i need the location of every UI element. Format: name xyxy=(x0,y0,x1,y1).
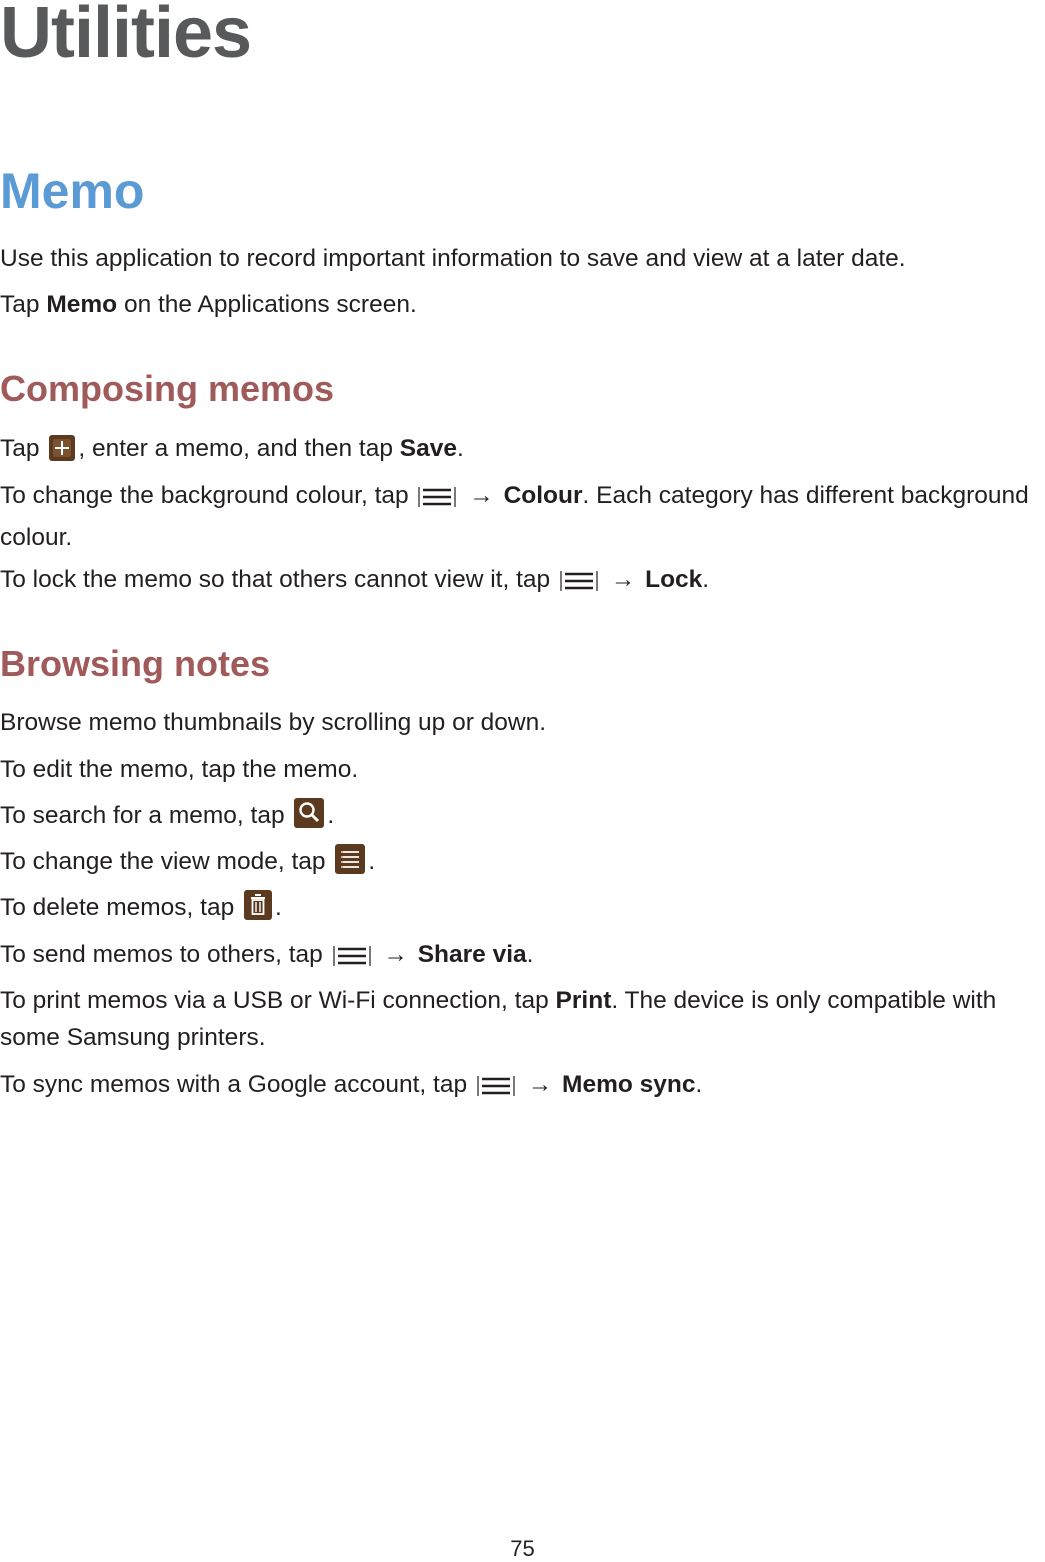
composing-heading: Composing memos xyxy=(0,368,335,409)
browsing-p6: To send memos to others, tap → Share via. xyxy=(0,936,1045,978)
composing-p2: To change the background colour, tap → Colour. Each category has different background colour. xyxy=(0,482,1029,551)
intro-paragraph: Use this application to record important information to save and view at a later date. xyxy=(0,245,906,272)
browsing-p5: To delete memos, tap . xyxy=(0,889,1045,931)
browsing-p7: To print memos via a USB or Wi-Fi connection, tap Print. The device is only compatible with some Samsung printers. xyxy=(0,987,997,1051)
search-icon xyxy=(294,798,324,839)
menu-icon xyxy=(560,566,598,603)
page-number: 75 xyxy=(510,1536,535,1561)
composing-p3: To lock the memo so that others cannot view it, tap → Lock. xyxy=(0,561,1045,603)
browsing-p1: Browse memo thumbnails by scrolling up or down. xyxy=(0,709,547,736)
browsing-p2: To edit the memo, tap the memo. xyxy=(0,756,359,783)
add-icon xyxy=(49,435,75,472)
delete-icon xyxy=(244,890,272,931)
browsing-heading: Browsing notes xyxy=(0,643,271,684)
menu-icon xyxy=(418,482,456,519)
open-app-paragraph: Tap Memo on the Applications screen. xyxy=(0,291,417,318)
menu-icon xyxy=(477,1071,515,1108)
browsing-p4: To change the view mode, tap . xyxy=(0,843,1045,885)
section-title: Memo xyxy=(0,163,145,219)
menu-icon xyxy=(333,941,371,978)
chapter-title: Utilities xyxy=(0,0,252,73)
view-mode-icon xyxy=(335,844,365,885)
composing-p1: Tap , enter a memo, and then tap Save. xyxy=(0,430,1045,472)
browsing-p3: To search for a memo, tap . xyxy=(0,797,1045,839)
browsing-p8: To sync memos with a Google account, tap → Memo sync. xyxy=(0,1066,1045,1108)
